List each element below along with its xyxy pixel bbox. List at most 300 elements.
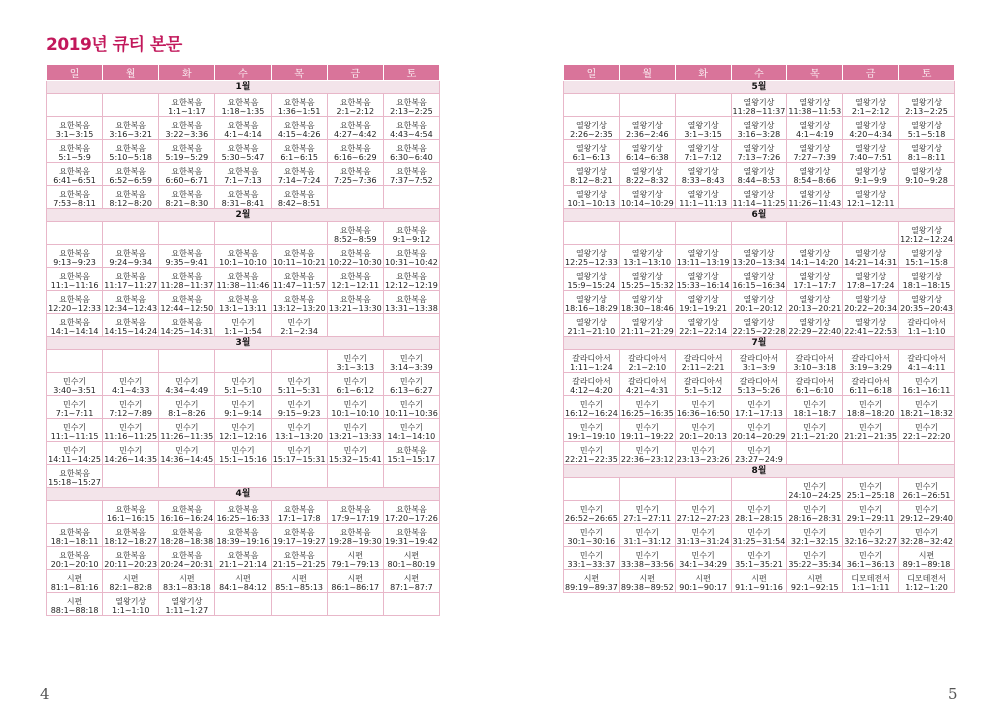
book-name: 민수기 [399,354,424,363]
verse-range: 13:31~13:38 [385,304,438,313]
book-name: 열왕기상 [575,249,607,258]
day-cell [271,373,327,396]
book-name: 민수기 [579,446,604,455]
verse-range: 8:22~8:32 [625,176,669,185]
verse-range: 12:1~12:16 [219,432,267,441]
weekday-header: 월 [619,65,675,81]
verse-range: 24:10~24:25 [788,491,842,500]
day-cell [215,140,271,163]
day-cell [103,140,159,163]
verse-range: 15:18~15:27 [48,478,101,487]
verse-range: 11:38~11:46 [216,281,270,290]
week-row [564,245,955,268]
verse-range: 14:25~14:31 [160,327,214,336]
book-name: 열왕기상 [687,249,719,258]
book-name: 요한복음 [227,121,259,130]
book-name: 요한복음 [395,249,427,258]
day-cell [215,396,271,419]
book-name: 열왕기상 [855,272,887,281]
day-cell [787,524,843,547]
day-cell [731,117,787,140]
verse-range: 2:11~2:21 [681,363,725,372]
book-name: 열왕기상 [575,167,607,176]
verse-range: 6:60~6:71 [165,176,209,185]
day-cell [47,570,103,593]
day-cell [787,186,843,209]
verse-range: 11:1~11:13 [679,199,727,208]
day-cell [383,245,439,268]
day-cell [103,442,159,465]
month-label: 1월 [47,81,440,94]
book-name: 요한복음 [395,446,427,455]
verse-range: 2:1~2:10 [628,363,667,372]
book-name: 민수기 [579,505,604,514]
book-name: 민수기 [859,528,883,537]
day-cell [47,163,103,186]
book-name: 열왕기상 [743,272,775,281]
day-cell [159,186,215,209]
book-name: 민수기 [747,528,771,537]
verse-range: 26:52~26:65 [565,514,618,523]
day-cell [271,442,327,465]
day-cell [103,222,159,245]
book-name: 열왕기상 [687,121,719,130]
book-name: 요한복음 [283,98,315,107]
verse-range: 83:1~83:18 [162,583,211,592]
verse-range: 8:12~8:20 [109,199,153,208]
weekday-header: 화 [675,65,731,81]
weekday-header: 수 [731,65,787,81]
book-name: 요한복음 [171,190,203,199]
day-cell [159,419,215,442]
day-cell [383,442,439,465]
week-row [564,94,955,117]
day-cell [731,222,787,245]
book-name: 민수기 [579,528,604,537]
verse-range: 1:1~1:10 [111,606,150,615]
book-name: 민수기 [62,423,87,432]
verse-range: 30:1~30:16 [567,537,616,546]
day-cell [215,245,271,268]
day-cell [271,465,327,488]
verse-range: 21:1~21:14 [219,560,267,569]
day-cell [383,186,439,209]
verse-range: 16:16~16:24 [160,514,214,523]
day-cell [103,350,159,373]
month-label: 3월 [47,337,440,350]
day-cell [675,94,731,117]
day-cell [327,547,383,570]
verse-range: 10:1~10:13 [567,199,616,208]
book-name: 요한복음 [339,144,371,153]
weekday-header: 화 [159,65,215,81]
day-cell [731,442,787,465]
book-name: 요한복음 [59,249,91,258]
verse-range: 31:13~31:24 [676,537,730,546]
day-cell [564,396,620,419]
verse-range: 17:20~17:26 [385,514,438,523]
verse-range: 18:12~18:27 [104,537,158,546]
day-cell [787,94,843,117]
book-name: 열왕기상 [911,226,942,235]
day-cell [787,117,843,140]
verse-range: 5:1~5:9 [58,153,91,162]
month-row [564,81,955,94]
day-cell [159,222,215,245]
day-cell [731,547,787,570]
verse-range: 79:1~79:13 [331,560,380,569]
book-name: 요한복음 [339,295,371,304]
day-cell [47,314,103,337]
verse-range: 4:20~4:34 [849,130,892,139]
day-cell [787,478,843,501]
day-cell [899,117,955,140]
day-cell [103,163,159,186]
verse-range: 91:1~91:16 [735,583,783,592]
book-name: 열왕기상 [171,597,203,606]
day-cell [619,291,675,314]
book-name: 민수기 [287,400,311,409]
day-cell [731,314,787,337]
verse-range: 19:17~19:27 [272,537,326,546]
month-label: 8월 [564,465,955,478]
verse-range: 6:1~6:10 [796,386,834,395]
day-cell [215,268,271,291]
book-name: 열왕기상 [575,318,607,327]
day-cell [843,350,899,373]
verse-range: 19:11~19:22 [620,432,674,441]
verse-range: 5:19~5:29 [165,153,209,162]
day-cell [731,419,787,442]
day-cell [327,163,383,186]
week-row [47,465,440,488]
verse-range: 20:1~20:12 [735,304,783,313]
book-name: 요한복음 [115,167,147,176]
verse-range: 2:1~2:34 [280,327,318,336]
day-cell [675,268,731,291]
book-name: 요한복음 [283,551,315,560]
day-cell [564,419,620,442]
book-name: 열왕기상 [743,249,775,258]
verse-range: 22:1~22:20 [902,432,951,441]
book-name: 민수기 [287,446,311,455]
verse-range: 7:40~7:51 [849,153,892,162]
book-name: 열왕기상 [743,144,775,153]
day-cell [159,163,215,186]
verse-range: 2:1~2:12 [336,107,375,116]
day-cell [159,465,215,488]
book-name: 열왕기상 [799,190,831,199]
week-row [47,419,440,442]
book-name: 민수기 [175,400,199,409]
day-cell [787,419,843,442]
day-cell [383,465,439,488]
month-row [47,81,440,94]
week-row [564,186,955,209]
book-name: 민수기 [691,446,715,455]
day-cell [103,547,159,570]
book-name: 열왕기상 [631,144,663,153]
verse-range: 86:1~86:17 [331,583,380,592]
verse-range: 9:1~9:12 [392,235,431,244]
week-row [47,442,440,465]
verse-range: 11:38~11:53 [788,107,842,116]
day-cell [564,186,620,209]
day-cell [843,94,899,117]
day-cell [675,373,731,396]
verse-range: 9:10~9:28 [905,176,948,185]
book-name: 요한복음 [59,121,91,130]
verse-range: 15:1~15:17 [387,455,436,464]
week-row [564,350,955,373]
book-name: 민수기 [859,482,883,491]
book-name: 요한복음 [283,190,315,199]
day-cell [271,501,327,524]
day-cell [103,314,159,337]
verse-range: 4:15~4:26 [277,130,321,139]
verse-range: 17:8~17:24 [846,281,895,290]
book-name: 시편 [291,574,307,583]
book-name: 갈라디아서 [795,354,835,363]
day-cell [787,291,843,314]
verse-range: 4:27~4:42 [333,130,377,139]
book-name: 민수기 [343,400,367,409]
book-name: 요한복음 [115,144,147,153]
verse-range: 26:1~26:51 [902,491,951,500]
week-row [564,419,955,442]
week-row [47,396,440,419]
day-cell [383,94,439,117]
verse-range: 9:35~9:41 [165,258,209,267]
book-name: 민수기 [62,377,87,386]
day-cell [327,419,383,442]
book-name: 열왕기상 [631,167,663,176]
week-row [564,478,955,501]
day-cell [47,186,103,209]
verse-range: 17:1~17:8 [277,514,321,523]
day-cell [327,140,383,163]
verse-range: 5:10~5:18 [109,153,153,162]
book-name: 민수기 [231,446,255,455]
verse-range: 19:28~19:30 [328,537,382,546]
day-cell [675,570,731,593]
day-cell [215,117,271,140]
verse-range: 1:1~1:54 [224,327,262,336]
verse-range: 84:1~84:12 [219,583,267,592]
book-name: 민수기 [287,423,311,432]
book-name: 열왕기상 [575,295,607,304]
verse-range: 7:53~8:11 [53,199,96,208]
book-name: 민수기 [62,400,87,409]
book-name: 민수기 [747,400,771,409]
calendar-body [47,81,440,616]
day-cell [843,478,899,501]
day-cell [731,478,787,501]
verse-range: 8:42~8:51 [277,199,321,208]
book-name: 열왕기상 [575,190,607,199]
week-row [47,222,440,245]
day-cell [47,593,103,616]
book-name: 열왕기상 [687,272,719,281]
verse-range: 12:1~12:11 [846,199,895,208]
book-name: 열왕기상 [687,167,719,176]
book-name: 요한복음 [171,505,203,514]
book-name: 민수기 [231,423,255,432]
book-name: 요한복음 [283,144,315,153]
book-name: 요한복음 [171,528,203,537]
verse-range: 14:36~14:45 [160,455,214,464]
day-cell [564,373,620,396]
book-name: 열왕기상 [575,272,607,281]
verse-range: 16:25~16:33 [216,514,270,523]
day-cell [899,547,955,570]
verse-range: 7:25~7:36 [333,176,377,185]
day-cell [619,396,675,419]
day-cell [103,291,159,314]
book-name: 민수기 [747,423,771,432]
book-name: 갈라디아서 [572,377,611,386]
verse-range: 87:1~87:7 [390,583,433,592]
verse-range: 4:12~4:20 [570,386,613,395]
day-cell [899,396,955,419]
verse-range: 3:16~3:21 [109,130,153,139]
day-cell [215,163,271,186]
book-name: 갈라디아서 [907,318,946,327]
day-cell [47,501,103,524]
week-row [47,94,440,117]
week-row [47,245,440,268]
verse-range: 12:12~12:24 [900,235,953,244]
book-name: 열왕기상 [575,121,607,130]
verse-range: 5:1~5:12 [684,386,722,395]
verse-range: 7:37~7:52 [390,176,433,185]
day-cell [159,593,215,616]
day-cell [731,140,787,163]
verse-range: 5:30~5:47 [221,153,265,162]
day-cell [843,291,899,314]
verse-range: 7:13~7:26 [737,153,781,162]
verse-range: 8:12~8:21 [570,176,613,185]
calendar-left [46,64,440,616]
day-cell [215,291,271,314]
book-name: 민수기 [914,400,939,409]
day-cell [675,117,731,140]
book-name: 갈라디아서 [851,377,890,386]
book-name: 민수기 [62,446,87,455]
verse-range: 13:1~13:20 [275,432,323,441]
month-label: 6월 [564,209,955,222]
day-cell [564,570,620,593]
verse-range: 12:25~12:33 [565,258,618,267]
day-cell [159,268,215,291]
verse-range: 15:25~15:32 [620,281,674,290]
verse-range: 4:1~4:11 [907,363,946,372]
book-name: 민수기 [691,528,715,537]
week-row [564,140,955,163]
book-name: 요한복음 [227,551,259,560]
verse-range: 9:24~9:34 [109,258,153,267]
book-name: 요한복음 [171,121,203,130]
verse-range: 12:12~12:19 [385,281,438,290]
book-name: 민수기 [859,400,883,409]
week-row [47,593,440,616]
day-cell [787,245,843,268]
week-row [47,524,440,547]
verse-range: 10:22~10:30 [328,258,382,267]
day-cell [103,245,159,268]
day-cell [843,524,899,547]
day-cell [383,501,439,524]
book-name: 민수기 [231,318,255,327]
day-cell [619,547,675,570]
book-name: 요한복음 [227,528,259,537]
day-cell [564,350,620,373]
book-name: 요한복음 [115,551,147,560]
book-name: 열왕기상 [743,121,775,130]
verse-range: 20:35~20:43 [900,304,953,313]
book-name: 요한복음 [283,528,315,537]
verse-range: 15:1~15:8 [905,258,948,267]
week-row [47,117,440,140]
book-name: 갈라디아서 [851,354,890,363]
book-name: 열왕기상 [799,144,831,153]
verse-range: 8:1~8:26 [168,409,206,418]
day-cell [843,396,899,419]
week-row [564,291,955,314]
book-name: 요한복음 [115,190,147,199]
book-name: 민수기 [175,423,199,432]
day-cell [271,268,327,291]
day-cell [619,350,675,373]
verse-range: 17:1~17:13 [735,409,783,418]
book-name: 열왕기상 [911,144,942,153]
book-name: 열왕기상 [743,295,775,304]
verse-range: 1:1~1:10 [907,327,946,336]
day-cell [47,524,103,547]
day-cell [383,117,439,140]
verse-range: 6:14~6:38 [625,153,669,162]
day-cell [843,222,899,245]
verse-range: 1:18~1:35 [221,107,265,116]
verse-range: 4:1~4:33 [111,386,150,395]
day-cell [47,291,103,314]
day-cell [103,524,159,547]
book-name: 민수기 [635,423,659,432]
verse-range: 6:1~6:15 [280,153,318,162]
day-cell [675,419,731,442]
verse-range: 20:24~20:31 [160,560,214,569]
book-name: 요한복음 [227,98,259,107]
book-name: 민수기 [914,377,939,386]
week-row [47,373,440,396]
week-row [564,547,955,570]
verse-range: 6:11~6:18 [849,386,892,395]
day-cell [383,419,439,442]
verse-range: 89:38~89:52 [620,583,674,592]
book-name: 열왕기상 [799,295,831,304]
book-name: 민수기 [691,551,715,560]
book-name: 민수기 [231,377,255,386]
day-cell [675,245,731,268]
day-cell [564,245,620,268]
day-cell [271,94,327,117]
book-name: 민수기 [635,446,659,455]
page-number-left: 4 [40,685,50,703]
day-cell [159,291,215,314]
day-cell [159,350,215,373]
day-cell [159,524,215,547]
verse-range: 29:1~29:11 [846,514,895,523]
